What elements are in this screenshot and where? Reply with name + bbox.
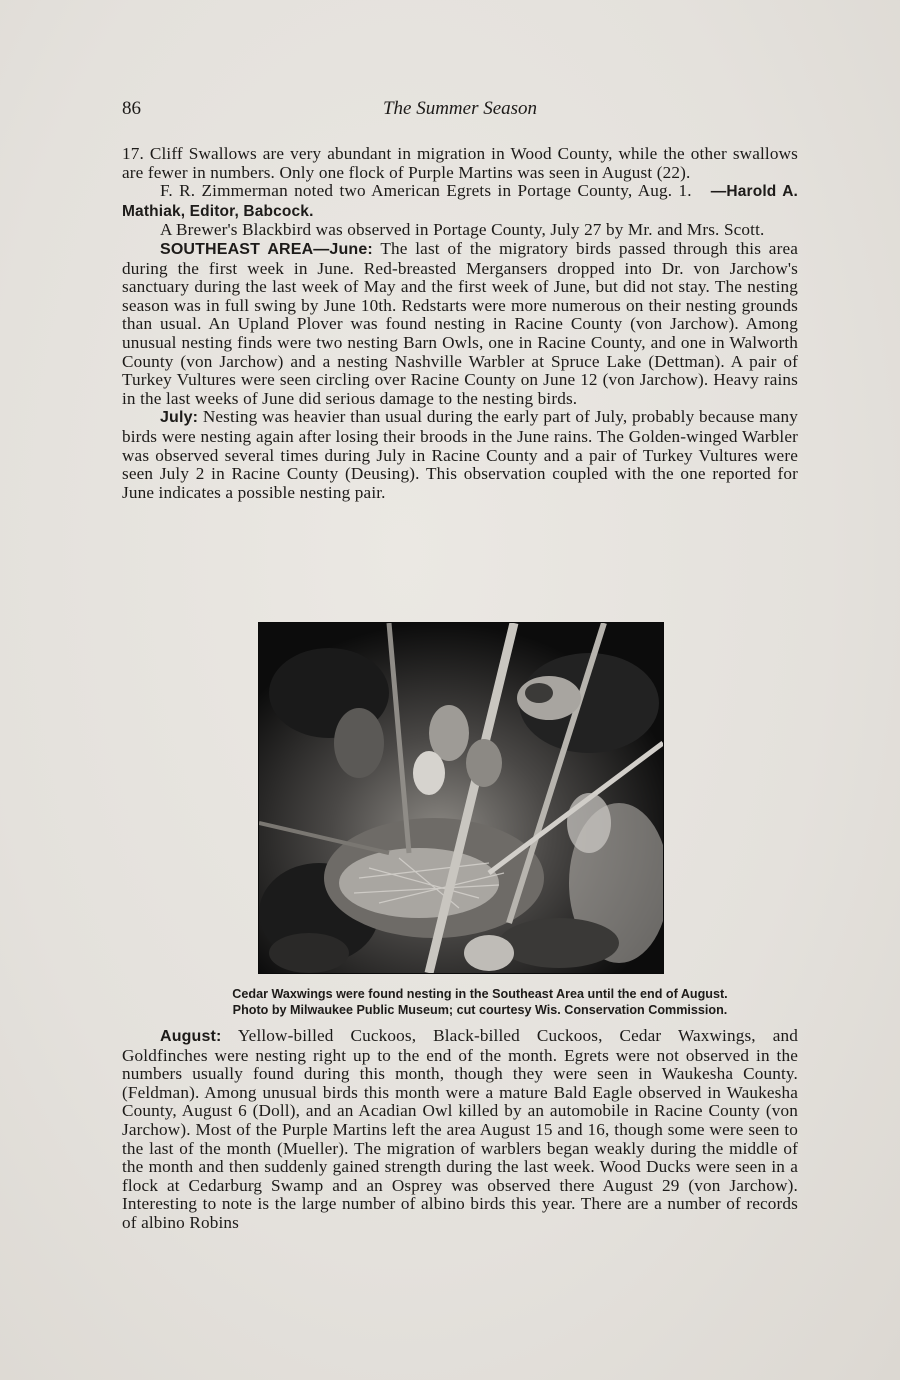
july-text: Nesting was heavier than usual during the early part of July, probably because many birds were nesting again after losing their broods in the June rains. The Golden-winged Warbler was observed several times during July in Racine County and a pair of Turkey Vultures were seen July 2 in Racine County (Deusing). This observation coupled with the one reported for June indicates a possible nesting pair. [122,407,798,502]
august-heading: August: [160,1028,222,1045]
egrets-text: F. R. Zimmerman noted two American Egrets in Portage County, Aug. 1. [160,181,692,201]
page-number: 86 [122,98,141,119]
caption-line-2: Photo by Milwaukee Public Museum; cut courtesy Wis. Conservation Commission. [232,1003,728,1017]
paragraph-july [122,408,798,502]
photo-caption [140,986,820,1018]
july-heading: July: [160,409,199,427]
editor-signature: —Harold A. Mathiak, Editor, Babcock. [122,183,798,220]
paragraph-brewers-blackbird: A Brewer's Blackbird was observed in Portage County, July 27 by Mr. and Mrs. Scott. [160,220,765,240]
top-text-section [122,145,798,502]
paragraph-cliff-swallows: 17. Cliff Swallows are very abundant in migration in Wood County, while the other swallows are fewer in numbers. Only one flock of Purple Martins was seen in August (22). [122,144,798,182]
cedar-waxwing-nest-photo [258,622,664,974]
paragraph-august [122,1027,798,1233]
running-title: The Summer Season [382,98,538,119]
paragraph-june [122,240,798,408]
june-text: The last of the migratory birds passed through this area during the first week in June. Red-breasted Mergansers dropped into Dr. von Jarchow's sanctuary during the last week of May and the first week of June, but did not stay. The nesting season was in full swing by June 10th. Redstarts were more numerous on their nesting grounds than usual. An Upland Plover was found nesting in Racine County (von Jarchow). Among unusual nesting finds were two nesting Barn Owls, one in Racine County, and one in Walworth County (von Jarchow) and a nesting Nashville Warbler at Spruce Lake (Dettman). A pair of Turkey Vultures were seen circling over Racine County on June 12 (von Jarchow). Heavy rains in the last weeks of June did serious damage to the nesting birds. [122,238,799,408]
august-text: Yellow-billed Cuckoos, Black-billed Cuckoos, Cedar Waxwings, and Goldfinches were nesting right up to the end of the month. Egrets were not observed in the numbers usually found during this month, though they were seen in Waukesha County. (Feldman). Among unusual birds this month were a mature Bald Eagle observed in Waukesha County, August 6 (Doll), and an Acadian Owl killed by an automobile in Racine County (von Jarchow). Most of the Purple Martins left the area August 15 and 16, though some were seen to the last of the month (Mueller). The migration of warblers began weakly during the middle of the month and then suddenly gained strength during the last week. Wood Ducks were seen in a flock at Cedarburg Swamp and an Osprey was observed there August 29 (von Jarchow). Interesting to note is the large number of albino birds this year. There are a number of records of albino Robins [122,1026,798,1232]
paragraph-egrets [122,182,798,221]
caption-line-1: Cedar Waxwings were found nesting in the Southeast Area until the end of August. [232,987,728,1001]
nest-photo-illustration [259,623,663,973]
june-heading: SOUTHEAST AREA—June: [160,240,373,258]
bottom-text-section [122,1027,798,1233]
page-header [122,98,798,124]
